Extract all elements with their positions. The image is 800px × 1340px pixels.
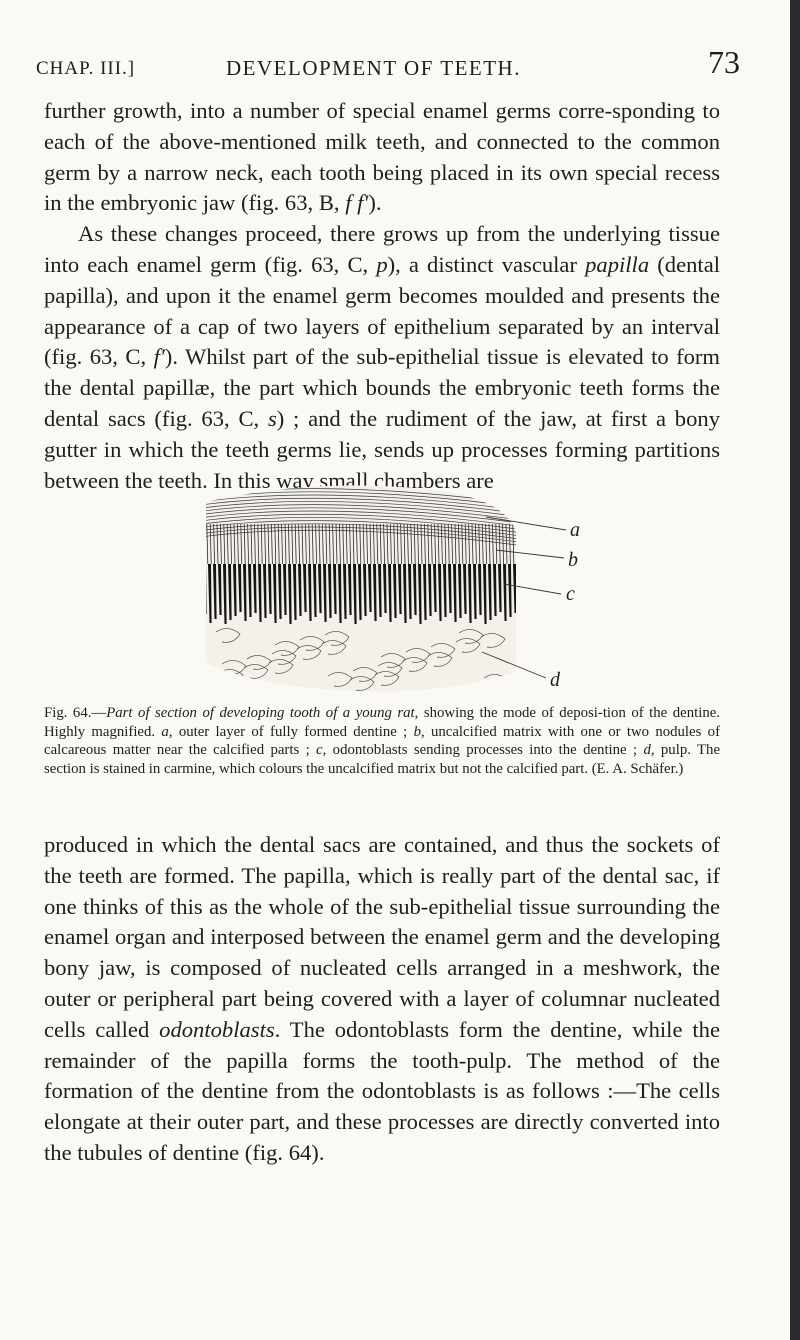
caption-key-d: d (643, 742, 651, 759)
figure-label-b: b (568, 549, 578, 571)
text-run: , (333, 190, 346, 216)
figure-label-c: c (566, 583, 575, 605)
text-run: . The odontoblasts form the dentine, while the remainder of the papilla forms the tooth-pulp. The method of the formation of the dentine from the odontoblasts is as follows :—The cells elongate at their outer part, and these processes are directly converted into the tubules of dentine (fig. 64). (44, 1016, 720, 1165)
text-run: , (140, 344, 154, 370)
figure-caption (44, 704, 720, 778)
chapter-label: CHAP. III.] (36, 58, 136, 79)
uncalcified-matrix (200, 524, 521, 564)
dentine-tubule (516, 524, 517, 564)
odontoblast-cell (198, 564, 202, 618)
term-papilla: papilla (585, 251, 650, 277)
text-run: further growth, into a number of special enamel germs corre-sponding to each of the above-mentioned milk teeth, and connected to the common germ by a narrow neck, each tooth being placed in its own special recess in the embryonic jaw (fig. 63, (44, 98, 720, 216)
caption-key-b: b (413, 723, 421, 740)
tooth-section-figure (186, 472, 636, 702)
text-run: , (362, 251, 377, 277)
text-run: ). Whilst part of the sub-epithelial tissue is elevated to form the dental papillæ, the part which bounds the embryonic teeth forms the dental sacs (fig. 63, (44, 344, 721, 431)
running-title: DEVELOPMENT OF TEETH. (226, 56, 521, 80)
figure-ref-letter: B (318, 190, 334, 216)
text-run: ). (368, 190, 382, 216)
figure-label-d: d (550, 669, 560, 691)
caption-text: , outer layer of fully formed dentine ; (168, 723, 414, 740)
figure-ref-label: f f′ (345, 190, 369, 216)
caption-text: , uncalcified matrix with one or two nodules of calcareous matter near the calcified parts ; (44, 723, 720, 759)
figure-ref-letter: C (347, 251, 363, 277)
page-number: 73 (708, 44, 740, 80)
figure-ref-letter: C (238, 405, 254, 431)
caption-key-a: a (161, 723, 169, 740)
figure-ref-label: f′ (153, 344, 165, 370)
paragraph-1 (44, 96, 720, 496)
text-run: , (253, 405, 268, 431)
caption-text: , pulp. The section is stained in carmine, which colours the uncalcified matrix but not the calcified part. (E. A. Schäfer.) (44, 742, 721, 777)
dentine-tubule (200, 524, 201, 564)
text-run: As these changes proceed, there grows up from the underlying tissue into each enamel germ (fig. 63, (44, 221, 720, 277)
odontoblast-cell (203, 564, 207, 614)
page-header (36, 44, 740, 84)
caption-text: showing the mode of deposi-tion of the dentine. Highly magnified. (44, 705, 720, 740)
caption-text: , odontoblasts sending processes into the dentine ; (322, 742, 644, 759)
figure-ref-letter: C (125, 344, 141, 370)
dentine-tubule (520, 524, 521, 564)
figure-ref-label: s (267, 405, 277, 431)
page-edge (790, 0, 800, 1340)
term-odontoblasts: odontoblasts (159, 1016, 275, 1042)
text-run: ) ; and the rudiment of the jaw, at first a bony gutter in which the teeth germs lie, sends up processes forming partitions between the teeth. In this way small chambers are (44, 405, 720, 493)
dentine-tubule (203, 524, 204, 564)
figure-label-a: a (570, 519, 580, 541)
caption-title: Part of section of developing tooth of a young rat, (106, 705, 419, 721)
caption-figure-number: Fig. 64.— (44, 705, 107, 721)
paragraph-2 (44, 830, 720, 1169)
odontoblast-cell (518, 564, 522, 622)
caption-key-c: c (316, 742, 323, 759)
text-run: (dental papilla), and upon it the enamel germ becomes moulded and presents the appearance of a cap of two layers of epithelium separated by an interval (fig. 63, (44, 251, 720, 370)
text-run: produced in which the dental sacs are contained, and thus the sockets of the teeth are formed. The papilla, which is really part of the dental sac, if one thinks of this as the whole of the sub-epithelial tissue surrounding the enamel organ and interposed between the enamel germ and the developing bony jaw, is composed of nucleated cells arranged in a meshwork, the outer or peripheral part being covered with a layer of columnar nucleated cells called (44, 832, 720, 1042)
figure-ref-label: p (376, 251, 388, 277)
text-run: ), a distinct vascular (387, 251, 586, 277)
tooth-illustration (186, 472, 526, 702)
